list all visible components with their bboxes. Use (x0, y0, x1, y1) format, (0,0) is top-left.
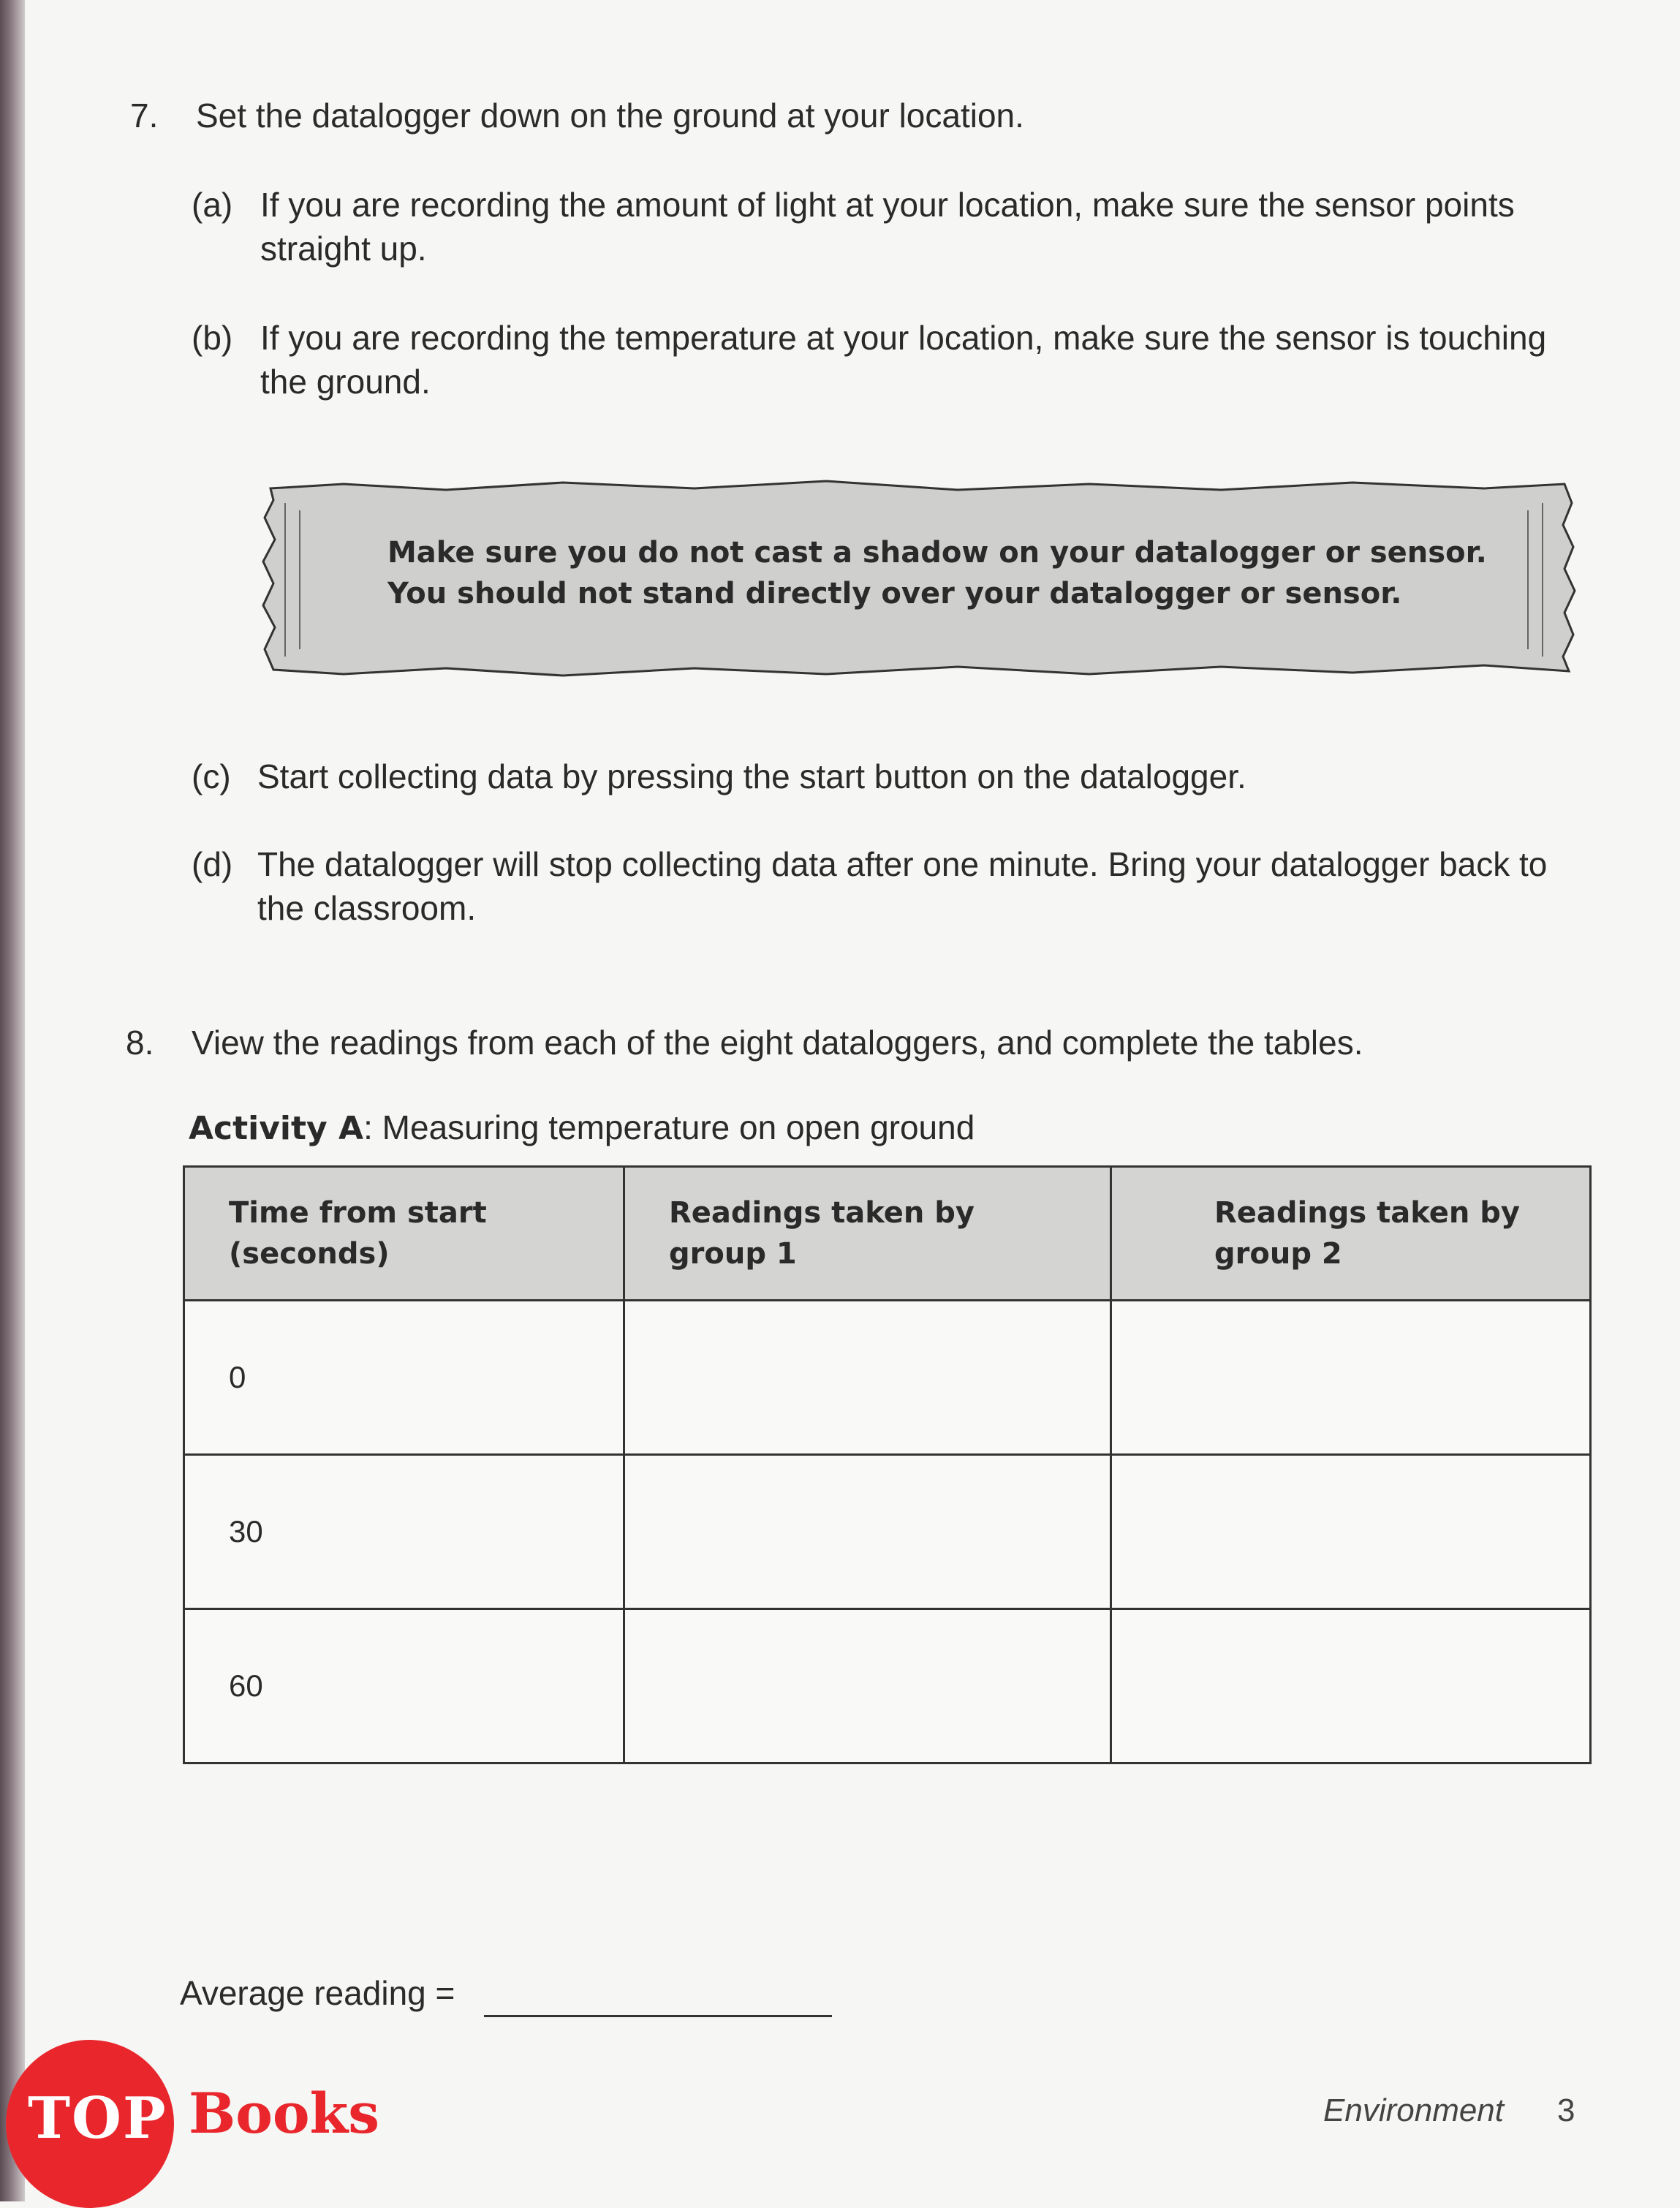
step-8-number: 8. (126, 1024, 154, 1062)
step-7b-text: If you are recording the temperature at your location, make sure the sensor is touching the ground. (260, 319, 1547, 401)
table-row (184, 1301, 1591, 1455)
step-7a-label: (a) (192, 186, 233, 224)
activity-a-label: Activity A (189, 1110, 364, 1147)
group-1-cell[interactable] (624, 1455, 1111, 1609)
header-time: Time from start (seconds) (184, 1167, 624, 1301)
step-7a-text: If you are recording the amount of light at your location, make sure the sensor points straight up. (260, 186, 1515, 268)
logo-books-text: Books (189, 2081, 380, 2146)
time-cell: 0 (184, 1301, 624, 1455)
activity-a-description: : Measuring temperature on open ground (363, 1108, 975, 1146)
table-row (184, 1455, 1591, 1609)
step-8 (126, 1021, 1588, 1065)
step-7c-text: Start collecting data by pressing the start button on the datalogger. (257, 757, 1246, 795)
page-number: 3 (1557, 2092, 1575, 2128)
step-7b-label: (b) (192, 319, 233, 357)
step-7d-label: (d) (192, 845, 233, 883)
time-cell: 60 (184, 1609, 624, 1763)
step-8-text: View the readings from each of the eight dataloggers, and complete the tables. (192, 1024, 1363, 1062)
step-7-number: 7. (130, 97, 159, 135)
note-line-1: Make sure you do not cast a shadow on your datalogger or sensor. (387, 536, 1487, 570)
step-7d-text: The datalogger will stop collecting data after one minute. Bring your datalogger back to the classroom. (257, 845, 1548, 927)
step-7-text: Set the datalogger down on the ground at your location. (196, 97, 1024, 135)
average-reading-label: Average reading = (180, 1974, 455, 2012)
logo-top-text: TOP (28, 2085, 167, 2152)
footer-section-title: Environment (1323, 2092, 1505, 2128)
topbooks-logo (0, 2040, 409, 2201)
table-header-row (184, 1167, 1591, 1301)
step-7 (130, 94, 1592, 137)
group-2-cell[interactable] (1111, 1609, 1591, 1763)
activity-a-table (183, 1165, 1592, 1764)
warning-note-banner (256, 474, 1586, 686)
book-spine-shadow (0, 0, 25, 2201)
activity-a-title (189, 1105, 975, 1151)
group-2-cell[interactable] (1111, 1455, 1591, 1609)
group-1-cell[interactable] (624, 1609, 1111, 1763)
step-7c-label: (c) (192, 757, 231, 795)
time-cell: 30 (184, 1455, 624, 1609)
header-group-2: Readings taken by group 2 (1111, 1167, 1591, 1301)
group-1-cell[interactable] (624, 1301, 1111, 1455)
note-line-2: You should not stand directly over your datalogger or sensor. (387, 577, 1402, 610)
group-2-cell[interactable] (1111, 1301, 1591, 1455)
average-reading-blank[interactable] (484, 2015, 832, 2017)
table-row (184, 1609, 1591, 1763)
header-group-1: Readings taken by group 1 (624, 1167, 1111, 1301)
